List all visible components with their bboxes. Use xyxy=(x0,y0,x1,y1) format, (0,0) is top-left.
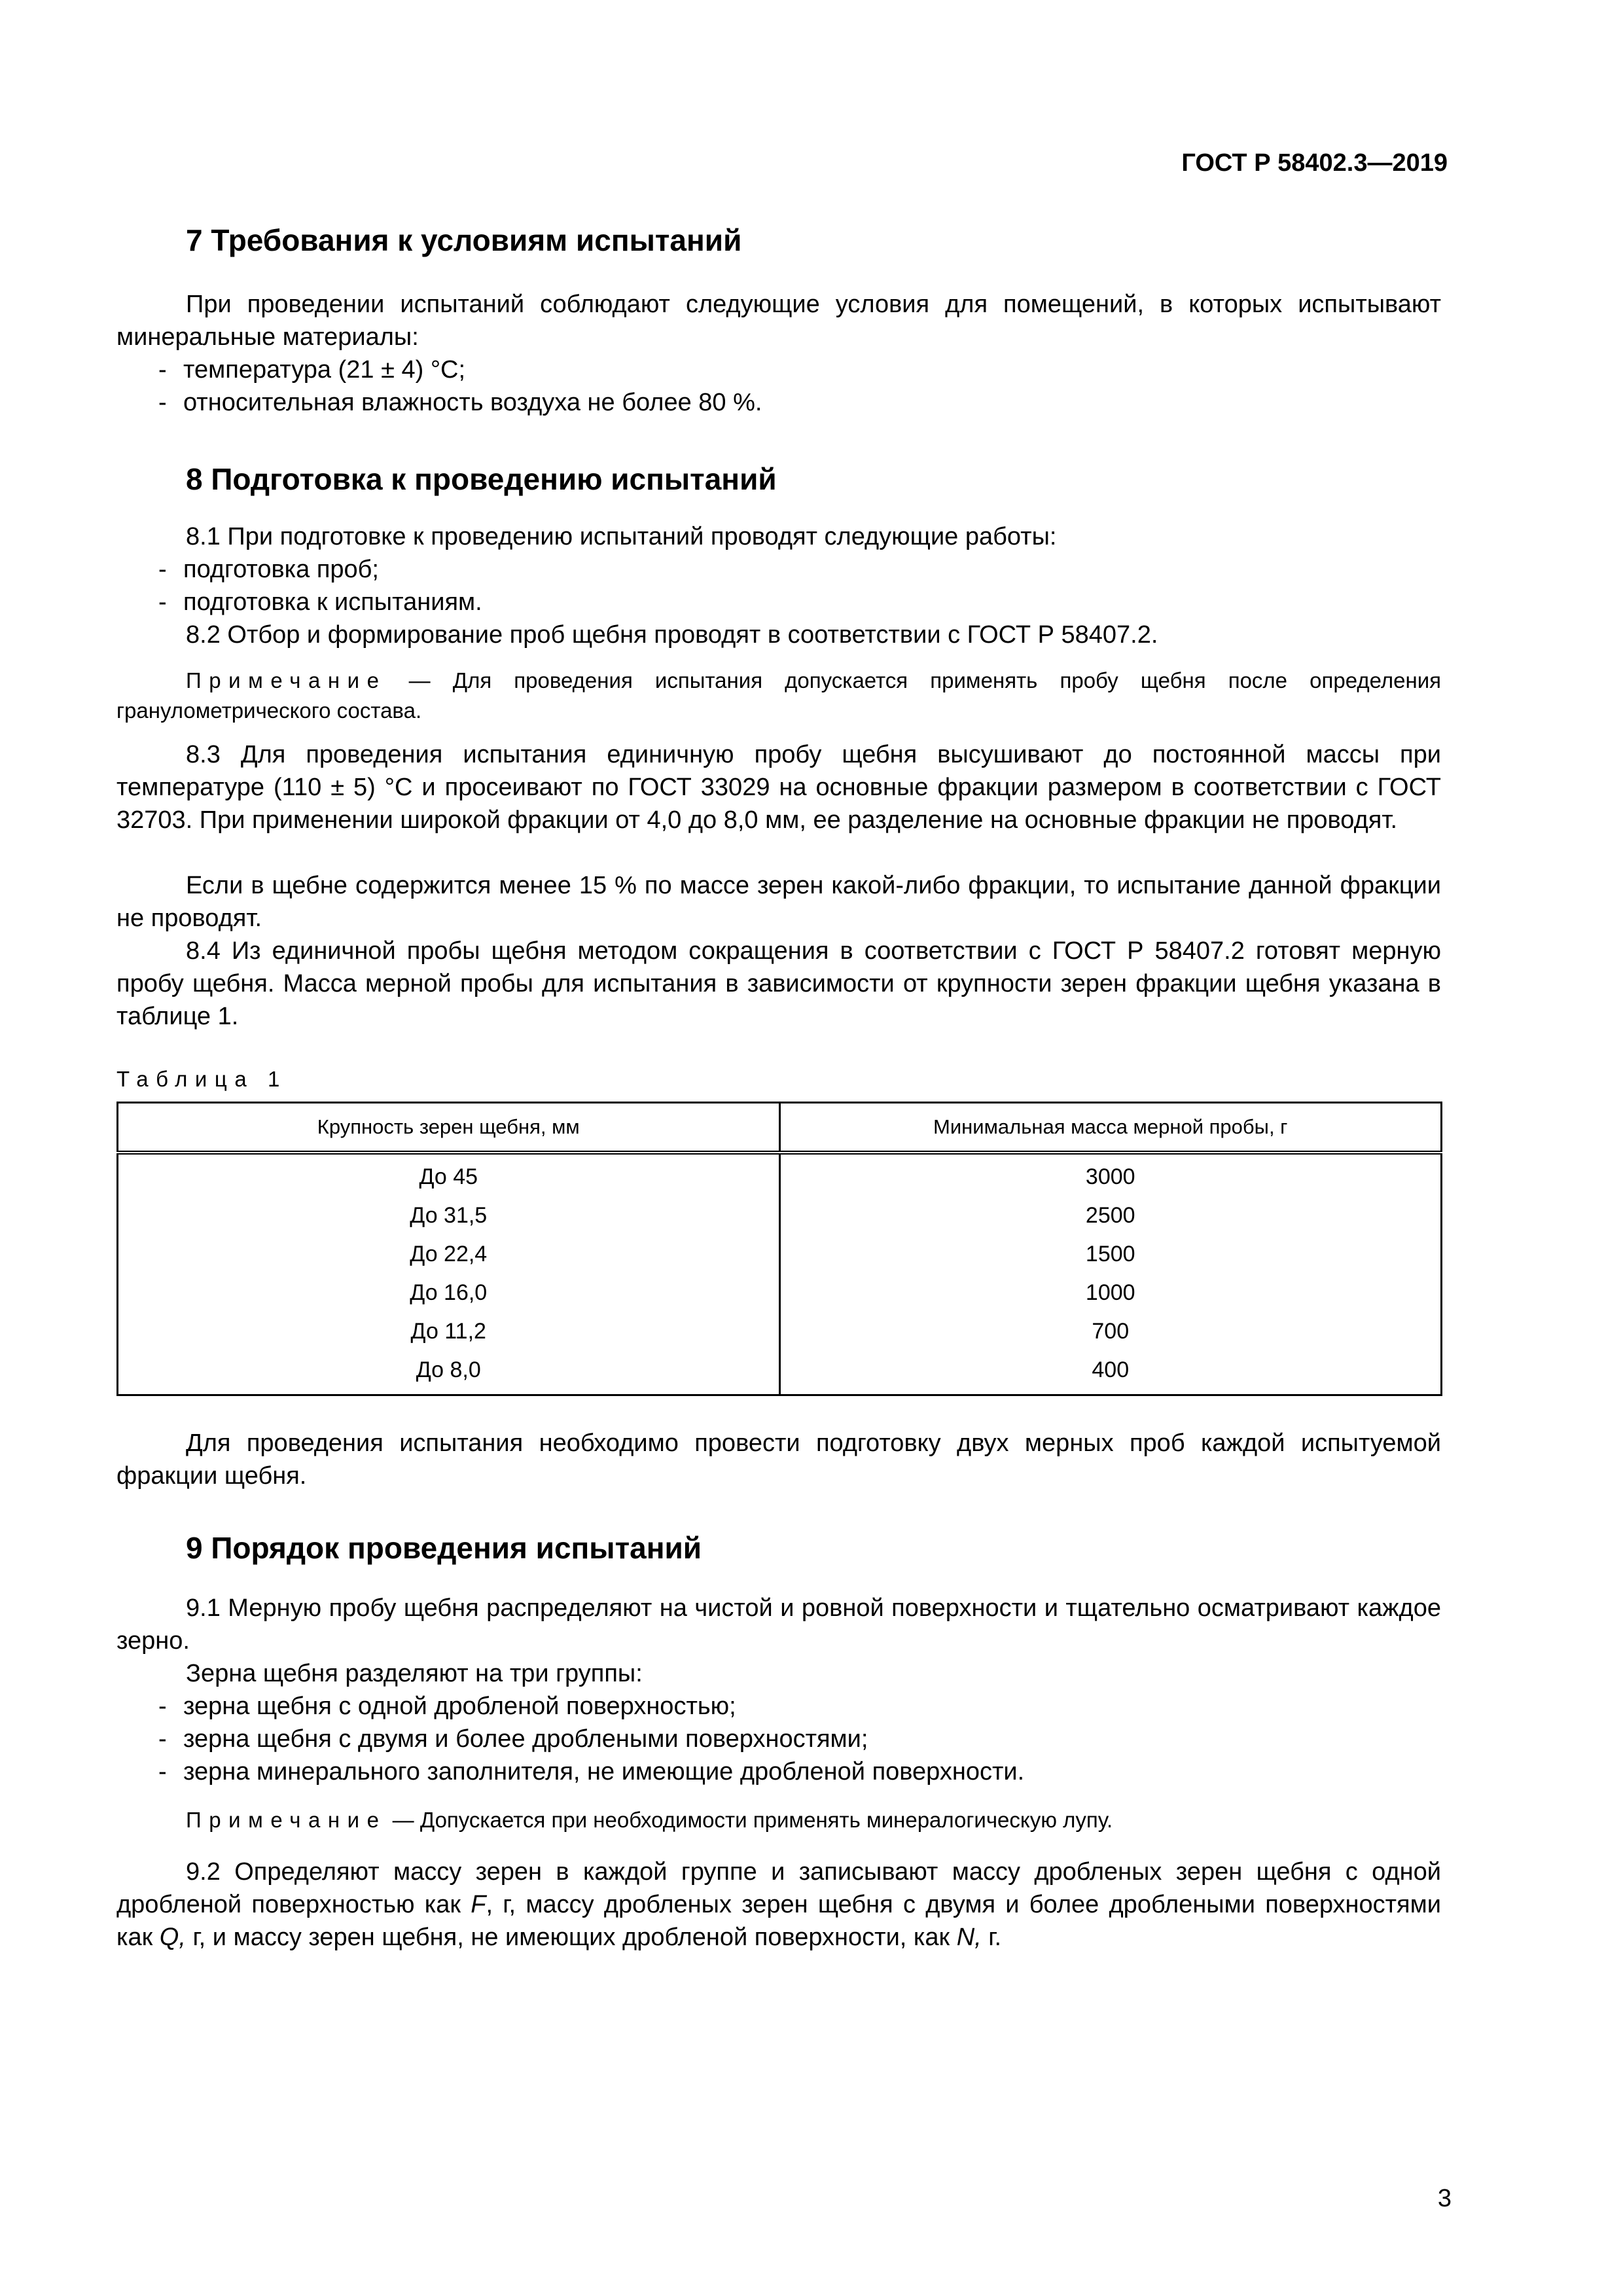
section-7-intro: При проведении испытаний соблюдают следующие условия для помещений, в которых испытывают минеральные материалы: xyxy=(116,291,1441,351)
table-cell: 2500 xyxy=(779,1196,1442,1235)
table-cell: До 16,0 xyxy=(118,1274,780,1312)
table-cell: До 31,5 xyxy=(118,1196,780,1235)
note-9: Примечание — Допускается при необходимости применять минералогическую лупу. xyxy=(186,1808,1113,1832)
table-row xyxy=(118,1196,1442,1235)
list-item: - зерна щебня с одной дробленой поверхностью; xyxy=(158,1693,736,1720)
table-header: Крупность зерен щебня, мм xyxy=(118,1103,780,1153)
section-8-title: 8 Подготовка к проведению испытаний xyxy=(186,462,777,496)
page-number: 3 xyxy=(1437,2185,1452,2212)
note-8: Примечание — Для проведения испытания допускается применять пробу щебня после определения гранулометрического состава. xyxy=(116,668,1441,723)
list-item: - подготовка к испытаниям. xyxy=(158,588,482,616)
paragraph-8-3: 8.3 Для проведения испытания единичную пробу щебня высушивают до постоянной массы при температуре (110 ± 5) °С и просеивают по ГОСТ 33029 на основные фракции размером в соответствии с ГОСТ 32703. При применении широкой фракции от 4,0 до 8,0 мм, ее разделение на основные фракции не проводят. xyxy=(116,741,1441,834)
paragraph-9-1: 9.1 Мерную пробу щебня распределяют на чистой и ровной поверхности и тщательно осматривают каждое зерно. xyxy=(116,1594,1441,1655)
table-cell: До 45 xyxy=(118,1153,780,1196)
table-cell: До 8,0 xyxy=(118,1351,780,1395)
list-item: - температура (21 ± 4) °С; xyxy=(158,356,466,384)
document-code: ГОСТ Р 58402.3—2019 xyxy=(1181,149,1448,177)
paragraph-8-1: 8.1 При подготовке к проведению испытаний проводят следующие работы: xyxy=(186,523,1057,550)
paragraph-8-3-b: Если в щебне содержится менее 15 % по массе зерен какой-либо фракции, то испытание данной фракции не проводят. xyxy=(116,872,1441,932)
variable-f: F xyxy=(471,1891,486,1918)
table-cell: 3000 xyxy=(779,1153,1442,1196)
table-row xyxy=(118,1153,1442,1196)
table-cell: 400 xyxy=(779,1351,1442,1395)
table-row xyxy=(118,1351,1442,1395)
paragraph-after-table: Для проведения испытания необходимо провести подготовку двух мерных проб каждой испытуемой фракции щебня. xyxy=(116,1429,1441,1490)
list-item: - относительная влажность воздуха не более 80 %. xyxy=(158,389,762,416)
table-header: Минимальная масса мерной пробы, г xyxy=(779,1103,1442,1153)
list-item: - зерна щебня с двумя и более дроблеными поверхностями; xyxy=(158,1725,868,1753)
table-row xyxy=(118,1274,1442,1312)
paragraph-8-4: 8.4 Из единичной пробы щебня методом сокращения в соответствии с ГОСТ Р 58407.2 готовят мерную пробу щебня. Масса мерной пробы для испытания в зависимости от крупности зерен фракции щебня указана в таблице 1. xyxy=(116,937,1441,1030)
paragraph-8-2: 8.2 Отбор и формирование проб щебня проводят в соответствии с ГОСТ Р 58407.2. xyxy=(186,621,1158,649)
table-cell: 1500 xyxy=(779,1235,1442,1274)
table-row xyxy=(118,1312,1442,1351)
section-7-title: 7 Требования к условиям испытаний xyxy=(186,223,742,257)
table-cell: До 22,4 xyxy=(118,1235,780,1274)
list-item: - подготовка проб; xyxy=(158,556,379,583)
table-cell: До 11,2 xyxy=(118,1312,780,1351)
table-cell: 1000 xyxy=(779,1274,1442,1312)
section-9-title: 9 Порядок проведения испытаний xyxy=(186,1531,702,1565)
paragraph-9-2: 9.2 Определяют массу зерен в каждой группе и записывают массу дробленых зерен щебня с одной дробленой поверхностью как F, г, массу дробленых зерен щебня с двумя и более дроблеными поверхностями как Q, г, и массу зерен щебня, не имеющих дробленой поверхности, как N, г. xyxy=(116,1858,1441,1951)
table-row xyxy=(118,1235,1442,1274)
variable-q: Q, xyxy=(159,1924,186,1951)
table-1 xyxy=(116,1102,1442,1396)
table-cell: 700 xyxy=(779,1312,1442,1351)
table-caption: Таблица 1 xyxy=(116,1067,287,1091)
list-item: - зерна минерального заполнителя, не имеющие дробленой поверхности. xyxy=(158,1758,1025,1785)
variable-n: N, xyxy=(956,1924,982,1951)
paragraph-9-1-b: Зерна щебня разделяют на три группы: xyxy=(186,1660,643,1687)
